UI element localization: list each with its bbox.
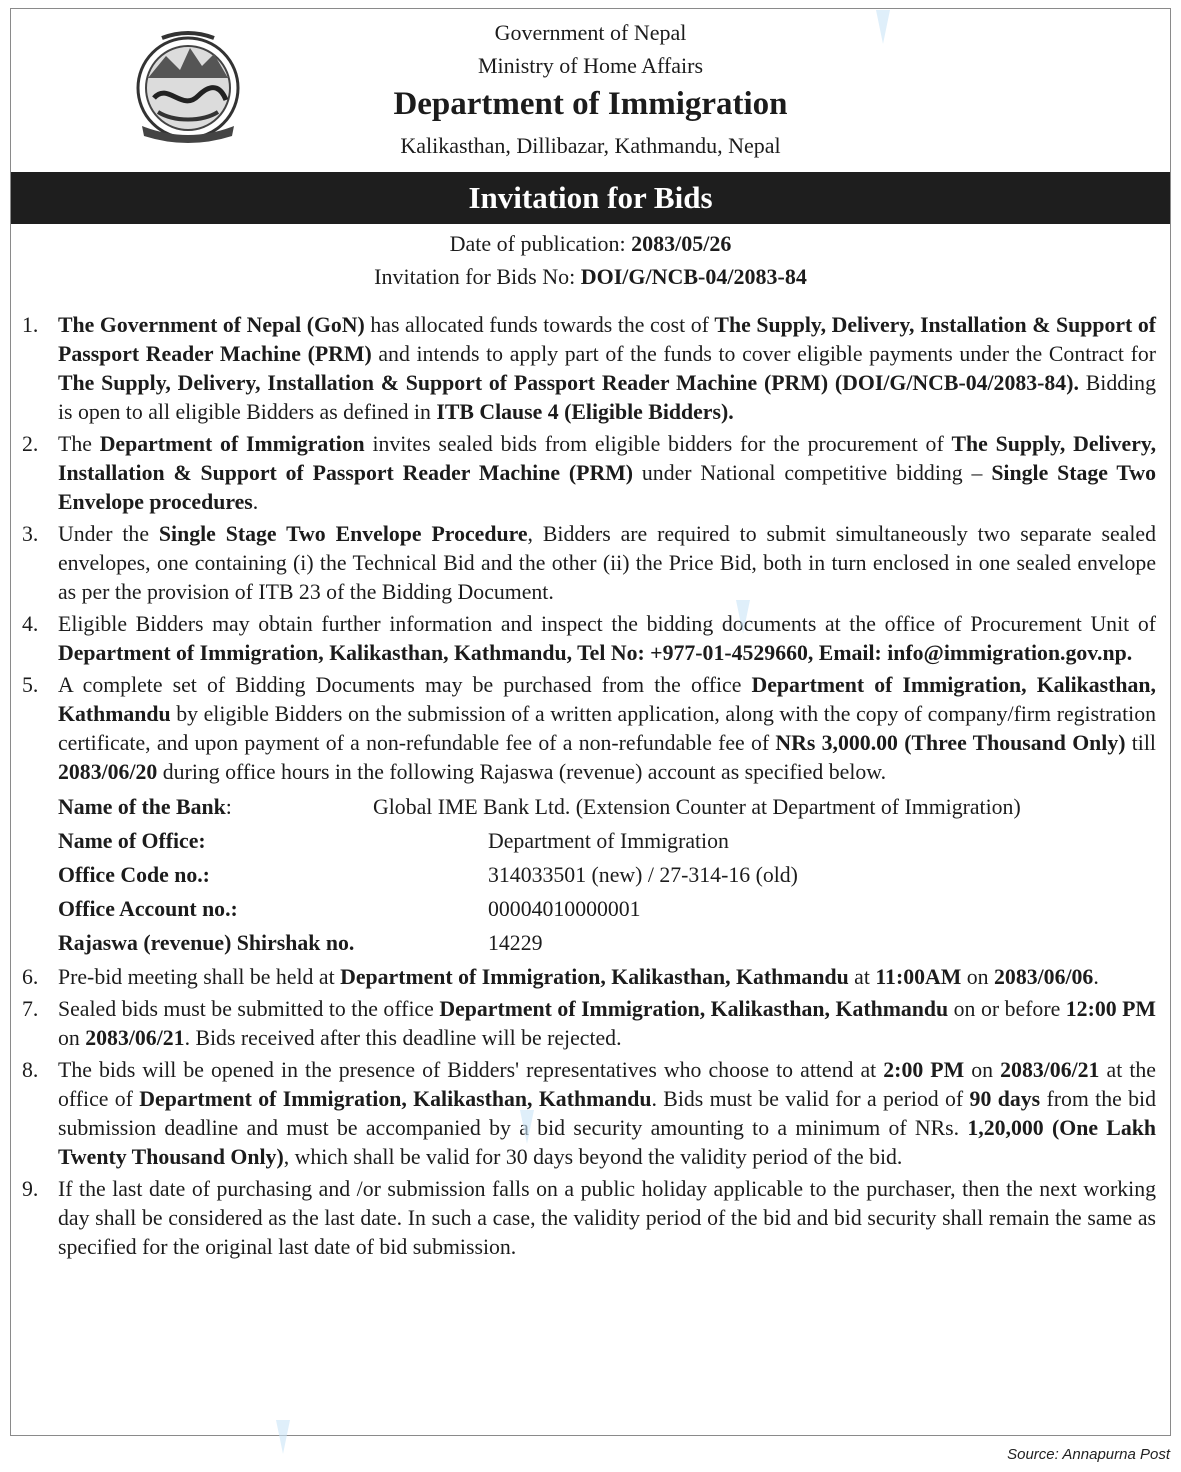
bank-details-table [58, 790, 1156, 960]
bank-detail-label [58, 824, 488, 858]
bank-detail-value: Global IME Bank Ltd. (Extension Counter at Department of Immigration) [373, 795, 1021, 819]
clause-text [58, 610, 1156, 668]
clause-text-segment: , which shall be valid for 30 days beyond the validity period of the bid. [283, 1145, 903, 1169]
clause-text-segment: Pre-bid meeting shall be held at [58, 965, 341, 989]
clause-item [22, 430, 1156, 517]
department-address: Kalikasthan, Dillibazar, Kathmandu, Nepal [400, 133, 781, 158]
clause-text-bold: 2083/06/06 [994, 965, 1094, 989]
clause-text-bold: 90 days [969, 1087, 1041, 1111]
bank-detail-label-text: Name of the Bank [58, 795, 226, 819]
bid-number-value: DOI/G/NCB-04/2083-84 [580, 264, 807, 289]
clause-text [58, 671, 1156, 787]
invitation-banner: Invitation for Bids [11, 172, 1170, 224]
clause-text-bold: 11:00AM [875, 965, 962, 989]
bank-detail-label-text: Rajaswa (revenue) Shirshak no. [58, 931, 355, 955]
bank-detail-label-text: Office Code no.: [58, 863, 210, 887]
publication-date-value: 2083/05/26 [631, 231, 732, 256]
clause-text-segment: Bidding is open to all eligible Bidders as defined in [58, 371, 1156, 424]
clause-text-segment: , Bidders are required to submit simultaneously two separate sealed envelopes, one containing (i) the Technical Bid and the other (ii) the Price Bid, both in turn enclosed in one sealed envelope as per the provision of ITB 23 of the Bidding Document. [58, 522, 1157, 604]
bid-number-label: Invitation for Bids No: [374, 264, 581, 289]
clause-text-bold: Single Stage Two Envelope procedures [58, 461, 1156, 514]
clause-text-segment: on [961, 965, 995, 989]
clause-text-bold: The Supply, Delivery, Installation & Support of Passport Reader Machine (PRM) [58, 432, 1157, 485]
clause-text-bold: 2083/06/21 [1000, 1058, 1100, 1082]
clause-text-bold: 12:00 PM [1065, 997, 1156, 1021]
ministry-name: Ministry of Home Affairs [477, 53, 704, 78]
watermark-mark [736, 600, 750, 634]
clause-number: 7. [22, 997, 39, 1021]
clause-item [22, 963, 1156, 992]
clause-text [58, 520, 1156, 607]
clause-text-segment: on [58, 1026, 86, 1050]
clause-text-bold: 1,20,000 (One Lakh Twenty Thousand Only) [58, 1116, 1156, 1169]
clause-item [22, 520, 1156, 607]
clause-text-bold: Department of Immigration, Kalikasthan, Kathmandu, Tel No: +977-01-4529660, Email: info@immigration.gov.np. [58, 641, 1133, 665]
notice-body [22, 311, 1156, 1265]
clause-text [58, 963, 1156, 992]
clause-item [22, 311, 1156, 427]
clause-text-segment: If the last date of purchasing and /or submission falls on a public holiday applicable to the purchaser, then the next working day shall be considered as the last date. In such a case, the validity period of the bid and bid security shall remain the same as specified for the original last date of bid submission. [58, 1177, 1156, 1259]
bank-detail-label-suffix: : [225, 795, 232, 819]
bank-detail-value: 00004010000001 [488, 897, 641, 921]
clause-item [22, 1175, 1156, 1262]
bank-detail-value: 14229 [488, 931, 543, 955]
bank-detail-row [58, 926, 1156, 960]
bank-detail-label [58, 858, 488, 892]
clause-text-segment: . Bids received after this deadline will be rejected. [184, 1026, 622, 1050]
clause-text-segment: at the office of [58, 1058, 1156, 1111]
clause-number: 6. [22, 965, 39, 989]
watermark-mark [520, 1110, 534, 1144]
clause-text-segment: . [1093, 965, 1099, 989]
clause-text-segment: on [964, 1058, 1001, 1082]
clause-item [22, 995, 1156, 1053]
clause-text-bold: The Supply, Delivery, Installation & Support of Passport Reader Machine (PRM) (DOI/G/NCB-04/2083-84). [58, 371, 1079, 395]
clause-text [58, 995, 1156, 1053]
clause-text-bold: Single Stage Two Envelope Procedure [158, 522, 528, 546]
bank-detail-label [58, 790, 373, 824]
watermark-mark [876, 10, 890, 44]
clause-text-bold: Department of Immigration, Kalikasthan, Kathmandu [439, 997, 949, 1021]
source-credit: Source: Annapurna Post [1007, 1446, 1170, 1463]
bank-detail-label-text: Name of Office: [58, 829, 206, 853]
clause-text-segment: on or before [948, 997, 1066, 1021]
clause-text-segment: A complete set of Bidding Documents may be purchased from the office [58, 673, 752, 697]
clause-text-bold: 2083/06/20 [58, 760, 158, 784]
clause-text-segment: has allocated funds towards the cost of [364, 313, 715, 337]
bank-detail-row [58, 858, 1156, 892]
clause-text-bold: Department of Immigration, Kalikasthan, Kathmandu [139, 1087, 652, 1111]
clause-number: 5. [22, 673, 39, 697]
clause-text-segment: till [1125, 731, 1156, 755]
clause-text-segment: from the bid submission deadline and must be accompanied by a bid security amounting to a minimum of NRs. [58, 1087, 1156, 1140]
clause-text-segment: during office hours in the following Rajaswa (revenue) account as specified below. [157, 760, 887, 784]
bank-detail-label [58, 892, 488, 926]
bank-detail-label [58, 926, 488, 960]
bid-number [0, 264, 1181, 290]
clause-number: 3. [22, 522, 39, 546]
clause-text-bold: The Government of Nepal (GoN) [58, 313, 365, 337]
clause-text-bold: NRs 3,000.00 (Three Thousand Only) [775, 731, 1126, 755]
clause-text-segment: The bids will be opened in the presence of Bidders' representatives who choose to attend at [58, 1058, 884, 1082]
clause-text-segment: under National competitive bidding – [633, 461, 992, 485]
clause-text-bold: ITB Clause 4 (Eligible Bidders). [436, 400, 734, 424]
clauses-1-5 [22, 311, 1156, 787]
clause-number: 4. [22, 612, 39, 636]
clause-text-bold: Department of Immigration, Kalikasthan, Kathmandu [58, 673, 1157, 726]
clause-text-segment: Eligible Bidders may obtain further information and inspect the bidding documents at the office of Procurement Unit of [58, 612, 1156, 636]
publication-date [0, 231, 1181, 257]
bank-detail-label-text: Office Account no.: [58, 897, 238, 921]
clause-text [58, 430, 1156, 517]
bank-detail-row [58, 824, 1156, 858]
bank-detail-row [58, 892, 1156, 926]
clause-text-segment: The [58, 432, 100, 456]
clause-text-segment: . [252, 490, 259, 514]
clause-text-bold: 2083/06/21 [85, 1026, 185, 1050]
clause-text-segment: by eligible Bidders on the submission of a written application, along with the copy of company/firm registration certificate, and upon payment of a non-refundable fee of a non-refundable fee of [58, 702, 1156, 755]
bank-detail-row [58, 790, 1156, 824]
clause-number: 8. [22, 1058, 39, 1082]
government-name: Government of Nepal [494, 20, 687, 45]
clauses-6-9 [22, 963, 1156, 1262]
clause-text-segment: Sealed bids must be submitted to the office [58, 997, 440, 1021]
clause-text-segment: . Bids must be valid for a period of [651, 1087, 970, 1111]
bank-detail-value: 314033501 (new) / 27-314-16 (old) [488, 863, 798, 887]
clause-text-segment: and intends to apply part of the funds to cover eligible payments under the Contract for [371, 342, 1156, 366]
clause-text [58, 1175, 1156, 1262]
clause-text-bold: 2:00 PM [883, 1058, 965, 1082]
clause-text-bold: Department of Immigration [99, 432, 365, 456]
clause-text [58, 311, 1156, 427]
clause-text [58, 1056, 1156, 1172]
clause-number: 1. [22, 313, 39, 337]
clause-item [22, 671, 1156, 787]
clause-number: 9. [22, 1177, 39, 1201]
bank-details [22, 790, 1156, 960]
clause-text-segment: at [848, 965, 876, 989]
clause-item [22, 1056, 1156, 1172]
publication-date-label: Date of publication: [449, 231, 632, 256]
clause-text-bold: The Supply, Delivery, Installation & Support of Passport Reader Machine (PRM) [58, 313, 1157, 366]
department-name: Department of Immigration [393, 86, 788, 122]
clause-item [22, 610, 1156, 668]
clause-text-segment: invites sealed bids from eligible bidders for the procurement of [364, 432, 952, 456]
clause-text-bold: Department of Immigration, Kalikasthan, Kathmandu [340, 965, 849, 989]
clause-text-segment: Under the [58, 522, 159, 546]
clause-number: 2. [22, 432, 39, 456]
watermark-mark [276, 1420, 290, 1454]
bank-detail-value: Department of Immigration [488, 829, 729, 853]
